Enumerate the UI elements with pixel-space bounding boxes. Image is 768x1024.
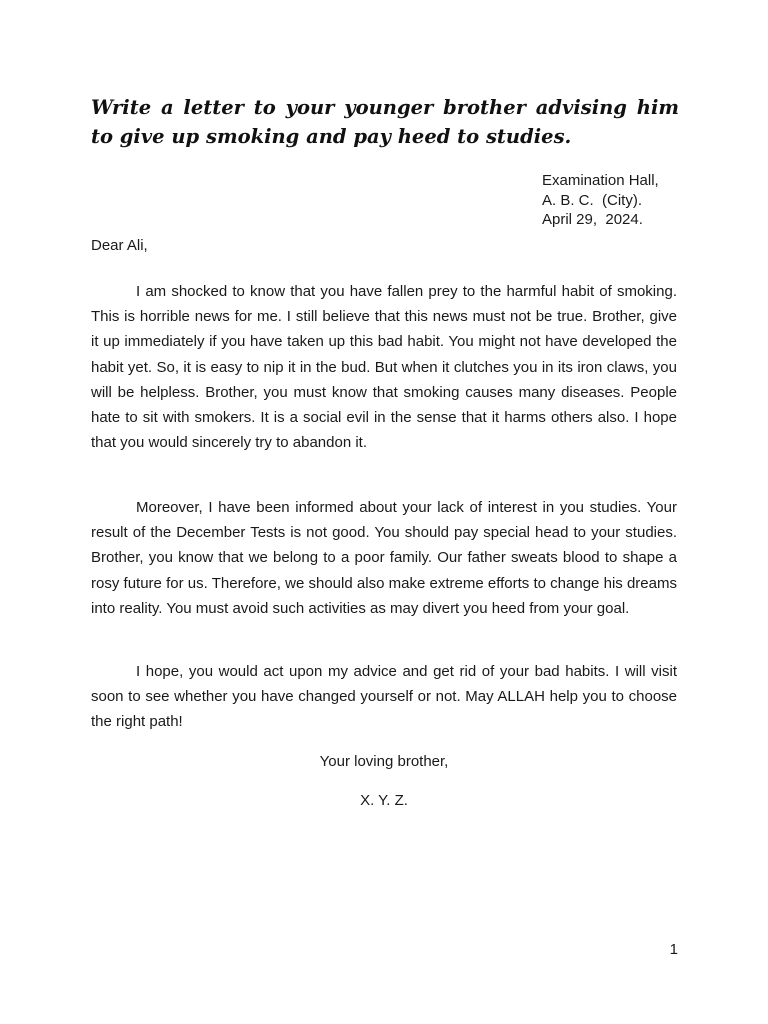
body-paragraph-3: I hope, you would act upon my advice and get rid of your bad habits. I will visit soon to see whether you have changed yourself or not. May ALLAH help you to choose the right path!: [91, 663, 677, 731]
address-line-2: A. B. C. (City).: [542, 191, 643, 209]
signature: X. Y. Z.: [360, 792, 408, 809]
body-paragraph-1: I am shocked to know that you have fallen prey to the harmful habit of smoking. This is horrible news for me. I still believe that this news must not be true. Brother, give it up immediately if you have taken up this bad habit. You might not have developed the habit yet. So, it is easy to nip it in the bud. But when it clutches you in its iron claws, you will be helpless. Brother, you must know that smoking causes many diseases. People hate to sit with smokers. It is a social evil in the sense that it harms others also. I hope that you would sincerely try to abandon it.: [91, 283, 677, 452]
salutation: Dear Ali,: [91, 237, 148, 254]
sender-address-block: [542, 171, 659, 230]
page-number: 1: [669, 941, 678, 958]
date-line: April 29, 2024.: [542, 211, 643, 228]
letter-prompt-title: Write a letter to your younger brother advising him to give up smoking and pay heed to studies.: [91, 96, 679, 148]
address-line-1: Examination Hall,: [542, 172, 659, 189]
complimentary-close: Your loving brother,: [319, 753, 449, 770]
body-paragraph-2: Moreover, I have been informed about your lack of interest in you studies. Your result of the December Tests is not good. You should pay special head to your studies. Brother, you know that we belong to a poor family. Our father sweats blood to shape a rosy future for us. Therefore, we should also make extreme efforts to change his dreams into reality. You must avoid such activities as may divert you heed from your goal.: [91, 499, 677, 617]
